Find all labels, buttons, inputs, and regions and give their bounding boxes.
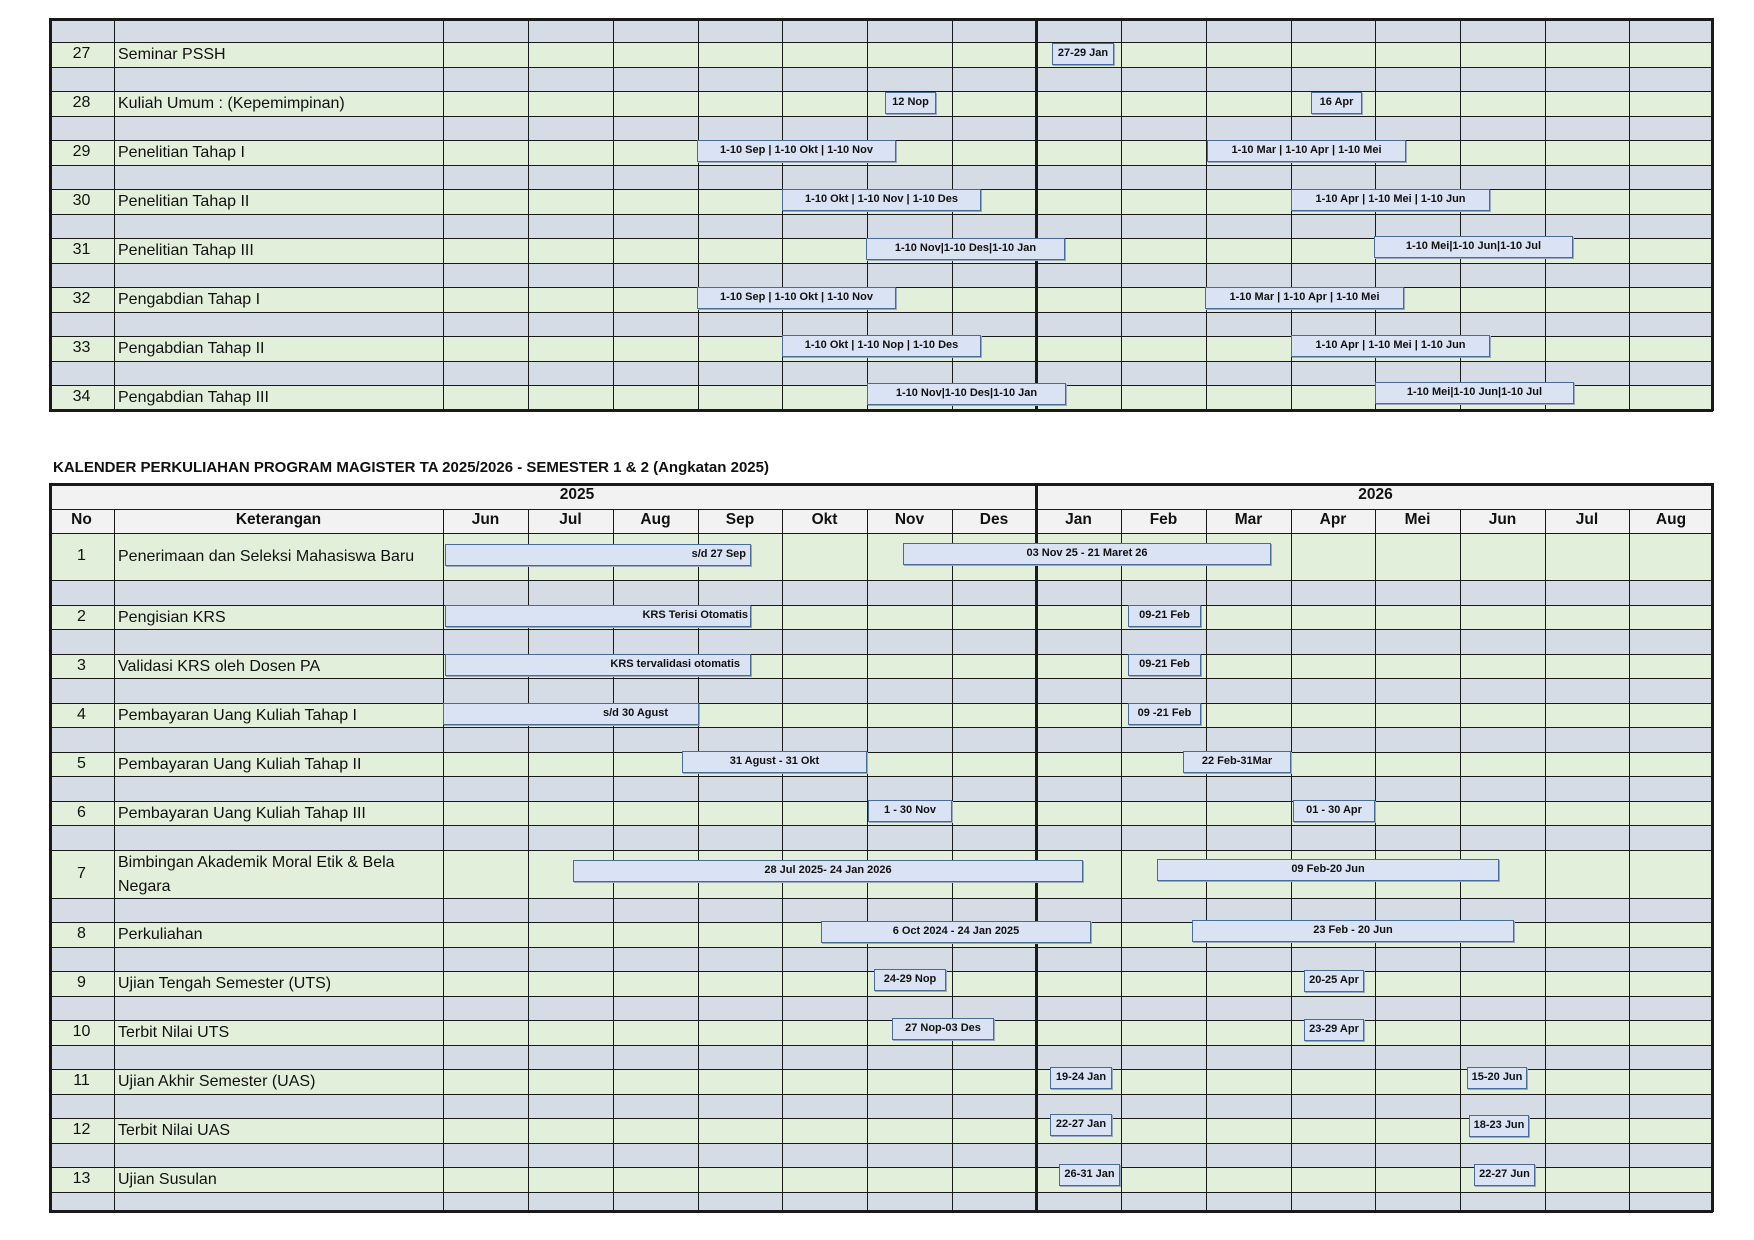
row-number: 28: [72, 94, 91, 111]
date-bar: 03 Nov 25 - 21 Maret 26: [903, 543, 1271, 565]
page-title: KALENDER PERKULIAHAN PROGRAM MAGISTER TA 2025/2026 - SEMESTER 1 & 2 (Angkatan 2025): [53, 459, 769, 476]
date-bar: 19-24 Jan: [1050, 1067, 1112, 1089]
date-bar: 1-10 Okt | 1-10 Nov | 1-10 Des: [782, 189, 981, 211]
grid-line: [49, 165, 1713, 166]
date-bar: 6 Oct 2024 - 24 Jan 2025: [821, 921, 1091, 943]
row-number: 8: [77, 925, 86, 942]
date-bar: 27 Nop-03 Des: [892, 1018, 994, 1040]
grid-line: [49, 312, 1713, 313]
grid-line: [49, 67, 1713, 68]
row-number: 29: [72, 143, 91, 160]
grid-line: [1711, 18, 1714, 411]
date-bar: 26-31 Jan: [1059, 1164, 1120, 1186]
date-bar: 23-29 Apr: [1304, 1019, 1364, 1041]
row-number: 1: [77, 547, 86, 564]
grid-line: [49, 263, 1713, 264]
date-bar: 23 Feb - 20 Jun: [1192, 920, 1514, 942]
row-label: Ujian Tengah Semester (UTS): [118, 975, 332, 992]
grid-line: [49, 214, 1713, 215]
row-label: Kuliah Umum : (Kepemimpinan): [118, 95, 345, 112]
grid-line: [49, 116, 1713, 117]
grid-line: [49, 580, 1713, 581]
grid-line: [698, 18, 699, 410]
date-bar: 24-29 Nop: [874, 969, 946, 991]
row-label: Ujian Susulan: [118, 1171, 217, 1188]
date-bar: 1-10 Sep | 1-10 Okt | 1-10 Nov: [697, 140, 896, 162]
row-label: Validasi KRS oleh Dosen PA: [118, 658, 321, 675]
month-header: Apr: [1319, 511, 1347, 528]
row-label: Terbit Nilai UTS: [118, 1024, 230, 1041]
grid-line: [49, 509, 1713, 510]
row-label: Pengabdian Tahap I: [118, 291, 261, 308]
date-bar: 1-10 Apr | 1-10 Mei | 1-10 Jun: [1291, 335, 1490, 357]
date-bar: 1-10 Apr | 1-10 Mei | 1-10 Jun: [1291, 189, 1490, 211]
month-header: Aug: [640, 511, 671, 528]
month-header: Jul: [559, 511, 582, 528]
month-header: Okt: [811, 511, 838, 528]
spacer-row: [49, 825, 1713, 850]
grid-line: [1035, 483, 1038, 1211]
row-number: 33: [72, 339, 91, 356]
row-number: 3: [77, 657, 86, 674]
row-number: 13: [72, 1170, 91, 1187]
month-header: Sep: [725, 511, 755, 528]
year-2025-header: 2025: [559, 486, 595, 503]
row-number: 10: [72, 1023, 91, 1040]
date-bar: 1-10 Mar | 1-10 Apr | 1-10 Mei: [1205, 287, 1404, 309]
row-number: 5: [77, 755, 86, 772]
grid-line: [49, 18, 1713, 21]
row-label: Penerimaan dan Seleksi Mahasiswa Baru: [118, 548, 415, 565]
year-2026-header: 2026: [1358, 486, 1393, 503]
grid-line: [1035, 18, 1038, 410]
spacer-row: [49, 1192, 1713, 1211]
month-header: Aug: [1655, 511, 1687, 528]
grid-line: [49, 483, 52, 1212]
spacer-row: [49, 67, 1713, 91]
grid-line: [613, 18, 614, 410]
spacer-row: [49, 19, 1713, 42]
row-number: 32: [72, 290, 91, 307]
grid-line: [1545, 509, 1546, 1211]
date-bar: KRS tervalidasi otomatis: [445, 654, 751, 676]
grid-line: [49, 1192, 1713, 1193]
date-bar: 27-29 Jan: [1052, 43, 1114, 65]
date-bar: 09 -21 Feb: [1128, 703, 1201, 725]
grid-line: [1121, 18, 1122, 410]
row-label: Pengabdian Tahap III: [118, 389, 269, 406]
spacer-row: [49, 312, 1713, 336]
row-label: Pembayaran Uang Kuliah Tahap III: [118, 805, 366, 822]
spacer-row: [49, 214, 1713, 238]
row-number: 2: [77, 608, 86, 625]
spacer-row: [49, 165, 1713, 189]
date-bar: 1-10 Mei|1-10 Jun|1-10 Jul: [1375, 382, 1574, 404]
date-bar: 1-10 Sep | 1-10 Okt | 1-10 Nov: [697, 287, 896, 309]
row-label: Pengabdian Tahap II: [118, 340, 265, 357]
col-no-header: No: [71, 511, 92, 528]
grid-line: [443, 18, 444, 410]
row-number: 7: [77, 865, 86, 882]
date-bar: 1 - 30 Nov: [868, 800, 952, 822]
row-number: 9: [77, 974, 86, 991]
row-label: Ujian Akhir Semester (UAS): [118, 1073, 316, 1090]
row-label: Pembayaran Uang Kuliah Tahap I: [118, 707, 357, 724]
grid-line: [49, 1094, 1713, 1095]
date-bar: 1-10 Mar | 1-10 Apr | 1-10 Mei: [1207, 140, 1406, 162]
row-label: Pengisian KRS: [118, 609, 226, 626]
row-number: 6: [77, 804, 86, 821]
month-header: Jan: [1065, 511, 1092, 528]
grid-line: [49, 361, 1713, 362]
row-label: Pembayaran Uang Kuliah Tahap II: [118, 756, 362, 773]
grid-line: [49, 1045, 1713, 1046]
spacer-row: [49, 776, 1713, 801]
grid-line: [1206, 18, 1207, 410]
month-header: Mei: [1404, 511, 1431, 528]
grid-line: [1545, 18, 1546, 410]
date-bar: 1-10 Nov|1-10 Des|1-10 Jan: [867, 383, 1066, 405]
date-bar: 1-10 Okt | 1-10 Nop | 1-10 Des: [782, 335, 981, 357]
col-desc-header: Keterangan: [235, 511, 322, 528]
row-number: 11: [73, 1072, 90, 1089]
date-bar: 01 - 30 Apr: [1293, 800, 1375, 822]
month-header: Mar: [1234, 511, 1263, 528]
spacer-row: [49, 629, 1713, 654]
grid-line: [49, 533, 1713, 534]
date-bar: 09-21 Feb: [1128, 654, 1201, 676]
spacer-row: [49, 1143, 1713, 1167]
date-bar: 1-10 Nov|1-10 Des|1-10 Jan: [866, 238, 1065, 260]
row-label: Penelitian Tahap II: [118, 193, 250, 210]
spacer-row: [49, 947, 1713, 971]
month-header: Feb: [1149, 511, 1178, 528]
date-bar: 15-20 Jun: [1467, 1067, 1527, 1089]
grid-line: [443, 509, 444, 1211]
spacer-row: [49, 727, 1713, 752]
grid-line: [49, 1143, 1713, 1144]
row-number: 30: [72, 192, 91, 209]
row-label: Perkuliahan: [118, 926, 203, 943]
date-bar: 09-21 Feb: [1128, 605, 1201, 627]
month-header: Nov: [894, 511, 925, 528]
spacer-row: [49, 580, 1713, 605]
month-header: Jun: [1488, 511, 1517, 528]
grid-line: [528, 18, 529, 410]
row-label: Bimbingan Akademik Moral Etik & Bela Negara: [118, 854, 395, 895]
spacer-row: [49, 263, 1713, 287]
grid-line: [1629, 509, 1630, 1211]
month-header: Jun: [471, 511, 500, 528]
grid-line: [1121, 509, 1122, 1211]
row-number: 31: [72, 241, 91, 258]
spacer-row: [49, 1045, 1713, 1069]
date-bar: 20-25 Apr: [1304, 970, 1364, 992]
month-header: Des: [979, 511, 1009, 528]
date-bar: 12 Nop: [885, 92, 936, 114]
date-bar: 22-27 Jan: [1050, 1114, 1112, 1136]
spacer-row: [49, 898, 1713, 922]
grid-line: [1711, 483, 1714, 1212]
date-bar: 22 Feb-31Mar: [1183, 751, 1291, 773]
grid-line: [49, 1210, 1713, 1213]
month-header: Jul: [1575, 511, 1599, 528]
spacer-row: [49, 678, 1713, 703]
row-label: Seminar PSSH: [118, 46, 226, 63]
row-label: Penelitian Tahap I: [118, 144, 245, 161]
row-number: 27: [72, 45, 91, 62]
grid-line: [114, 18, 115, 410]
row-label: Penelitian Tahap III: [118, 242, 254, 259]
date-bar: 18-23 Jun: [1469, 1115, 1529, 1137]
row-label: Terbit Nilai UAS: [118, 1122, 231, 1139]
grid-line: [1629, 18, 1630, 410]
date-bar: 22-27 Jun: [1474, 1164, 1535, 1186]
date-bar: 1-10 Mei|1-10 Jun|1-10 Jul: [1374, 236, 1573, 258]
grid-line: [114, 509, 115, 1211]
grid-line: [49, 947, 1713, 948]
date-bar: 09 Feb-20 Jun: [1157, 859, 1499, 881]
date-bar: 16 Apr: [1311, 92, 1362, 114]
spacer-row: [49, 996, 1713, 1020]
row-number: 34: [72, 388, 91, 405]
row-number: 12: [72, 1121, 91, 1138]
spacer-row: [49, 1094, 1713, 1118]
grid-line: [49, 996, 1713, 997]
spacer-row: [49, 116, 1713, 140]
date-bar: KRS Terisi Otomatis: [445, 605, 751, 627]
date-bar: s/d 30 Agust: [443, 703, 699, 725]
row-number: 4: [77, 706, 86, 723]
date-bar: 28 Jul 2025- 24 Jan 2026: [573, 860, 1083, 882]
date-bar: 31 Agust - 31 Okt: [682, 751, 867, 773]
date-bar: s/d 27 Sep: [445, 544, 751, 566]
